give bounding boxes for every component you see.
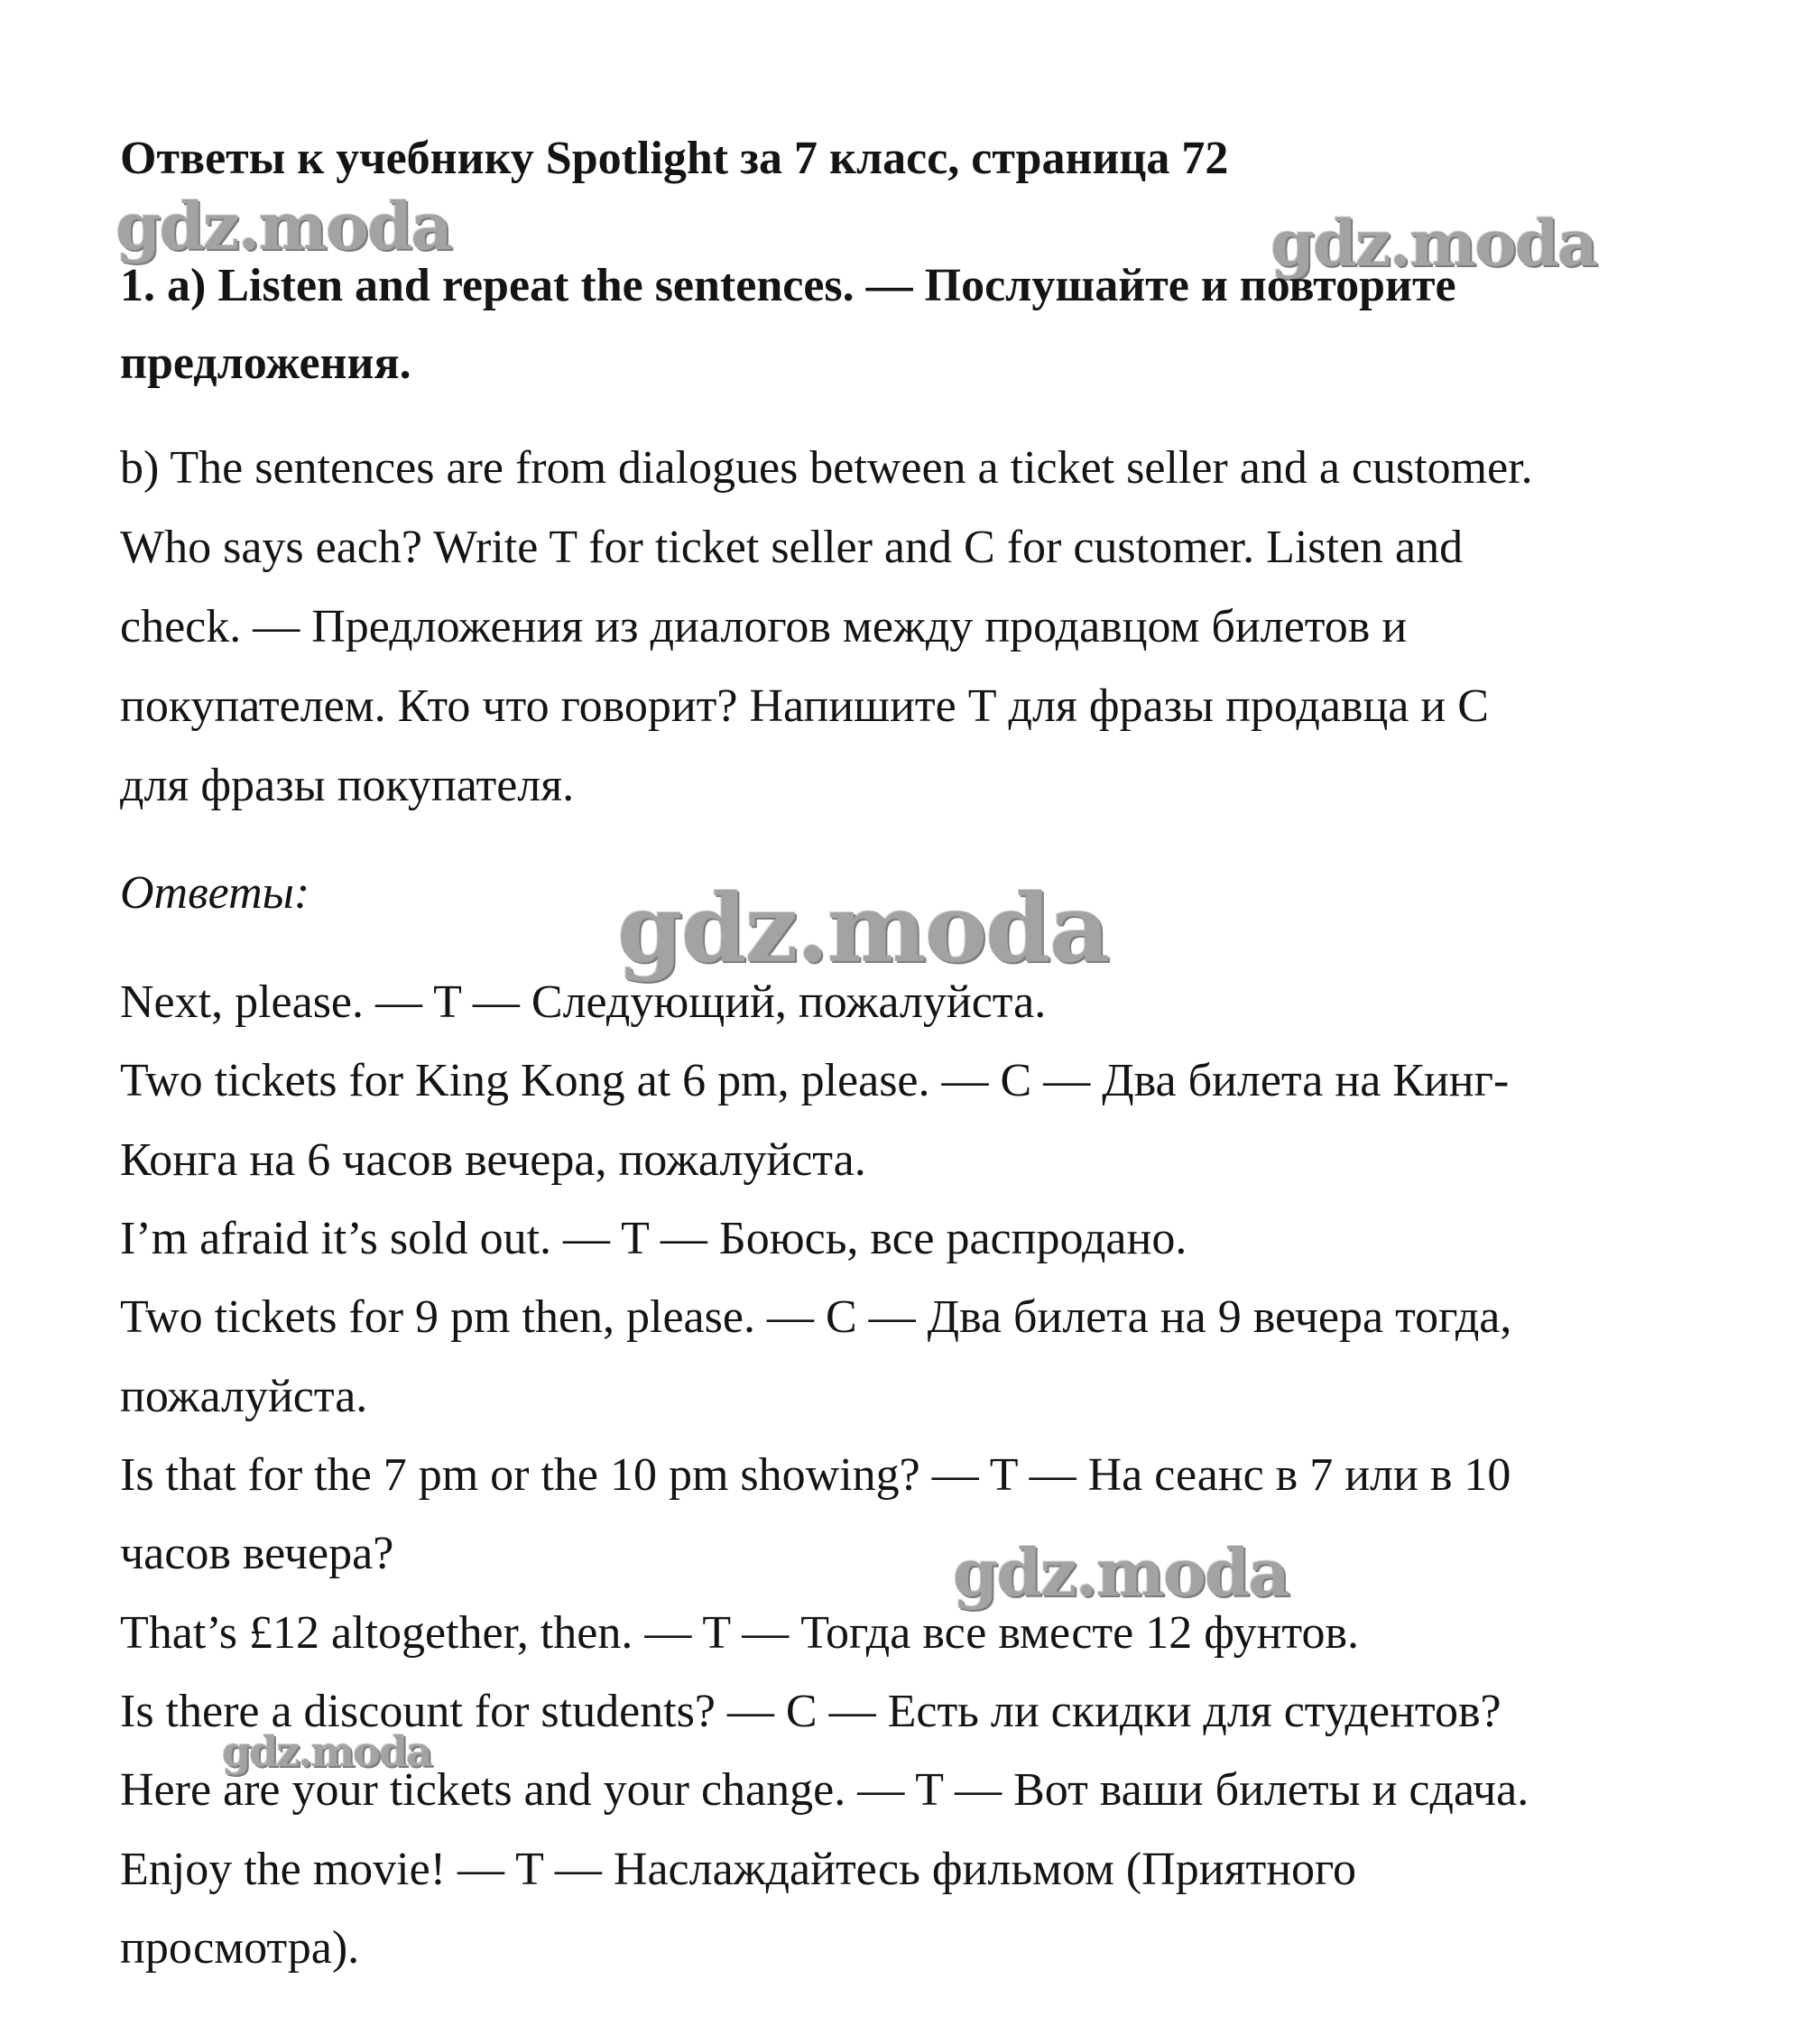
watermark-logo: gdz.moda	[1270, 206, 1597, 281]
task-1b-line: check. — Предложения из диалогов между продавцом билетов и	[120, 601, 1408, 652]
answer-line: Enjoy the movie! — T — Наслаждайтесь фильмом (Приятного	[120, 1844, 1357, 1895]
answer-line: Two tickets for 9 pm then, please. — C — Два билета на 9 вечера тогда,	[120, 1291, 1512, 1343]
answer-line: Two tickets for King Kong at 6 pm, please. — C — Два билета на Кинг-	[120, 1055, 1510, 1106]
task-1b-line: для фразы покупателя.	[120, 760, 575, 811]
answer-line: I’m afraid it’s sold out. — T — Боюсь, все распродано.	[120, 1213, 1187, 1264]
answer-line: просмотра).	[120, 1922, 360, 1974]
answer-line: Конга на 6 часов вечера, пожалуйста.	[120, 1134, 866, 1186]
task-1b-line: b) The sentences are from dialogues between a ticket seller and a customer.	[120, 442, 1533, 494]
task-1a-line-1: 1. a) Listen and repeat the sentences. — Послушайте и повторите	[120, 260, 1456, 311]
watermark-logo: gdz.moda	[222, 1727, 431, 1776]
task-1a-line-2: предложения.	[120, 338, 411, 389]
answer-line: That’s £12 altogether, then. — T — Тогда все вместе 12 фунтов.	[120, 1607, 1360, 1659]
watermark-logo: gdz.moda	[953, 1534, 1289, 1611]
answer-line: Here are your tickets and your change. — T — Вот ваши билеты и сдача.	[120, 1764, 1529, 1816]
answer-line: пожалуйста.	[120, 1371, 368, 1422]
watermark-logo: gdz.moda	[115, 188, 451, 264]
answer-line: часов вечера?	[120, 1528, 394, 1579]
watermark-logo: gdz.moda	[617, 873, 1109, 984]
page-title: Ответы к учебнику Spotlight за 7 класс, страница 72	[120, 133, 1229, 184]
answer-line: Is there a discount for students? — C — Есть ли скидки для студентов?	[120, 1686, 1501, 1737]
task-1b-line: Who says each? Write T for ticket seller and C for customer. Listen and	[120, 522, 1464, 573]
answers-label: Ответы:	[120, 867, 310, 919]
answer-line: Is that for the 7 pm or the 10 pm showing? — T — На сеанс в 7 или в 10	[120, 1449, 1511, 1501]
task-1b-line: покупателем. Кто что говорит? Напишите Т для фразы продавца и С	[120, 680, 1489, 732]
answer-line: Next, please. — T — Следующий, пожалуйста.	[120, 976, 1047, 1028]
